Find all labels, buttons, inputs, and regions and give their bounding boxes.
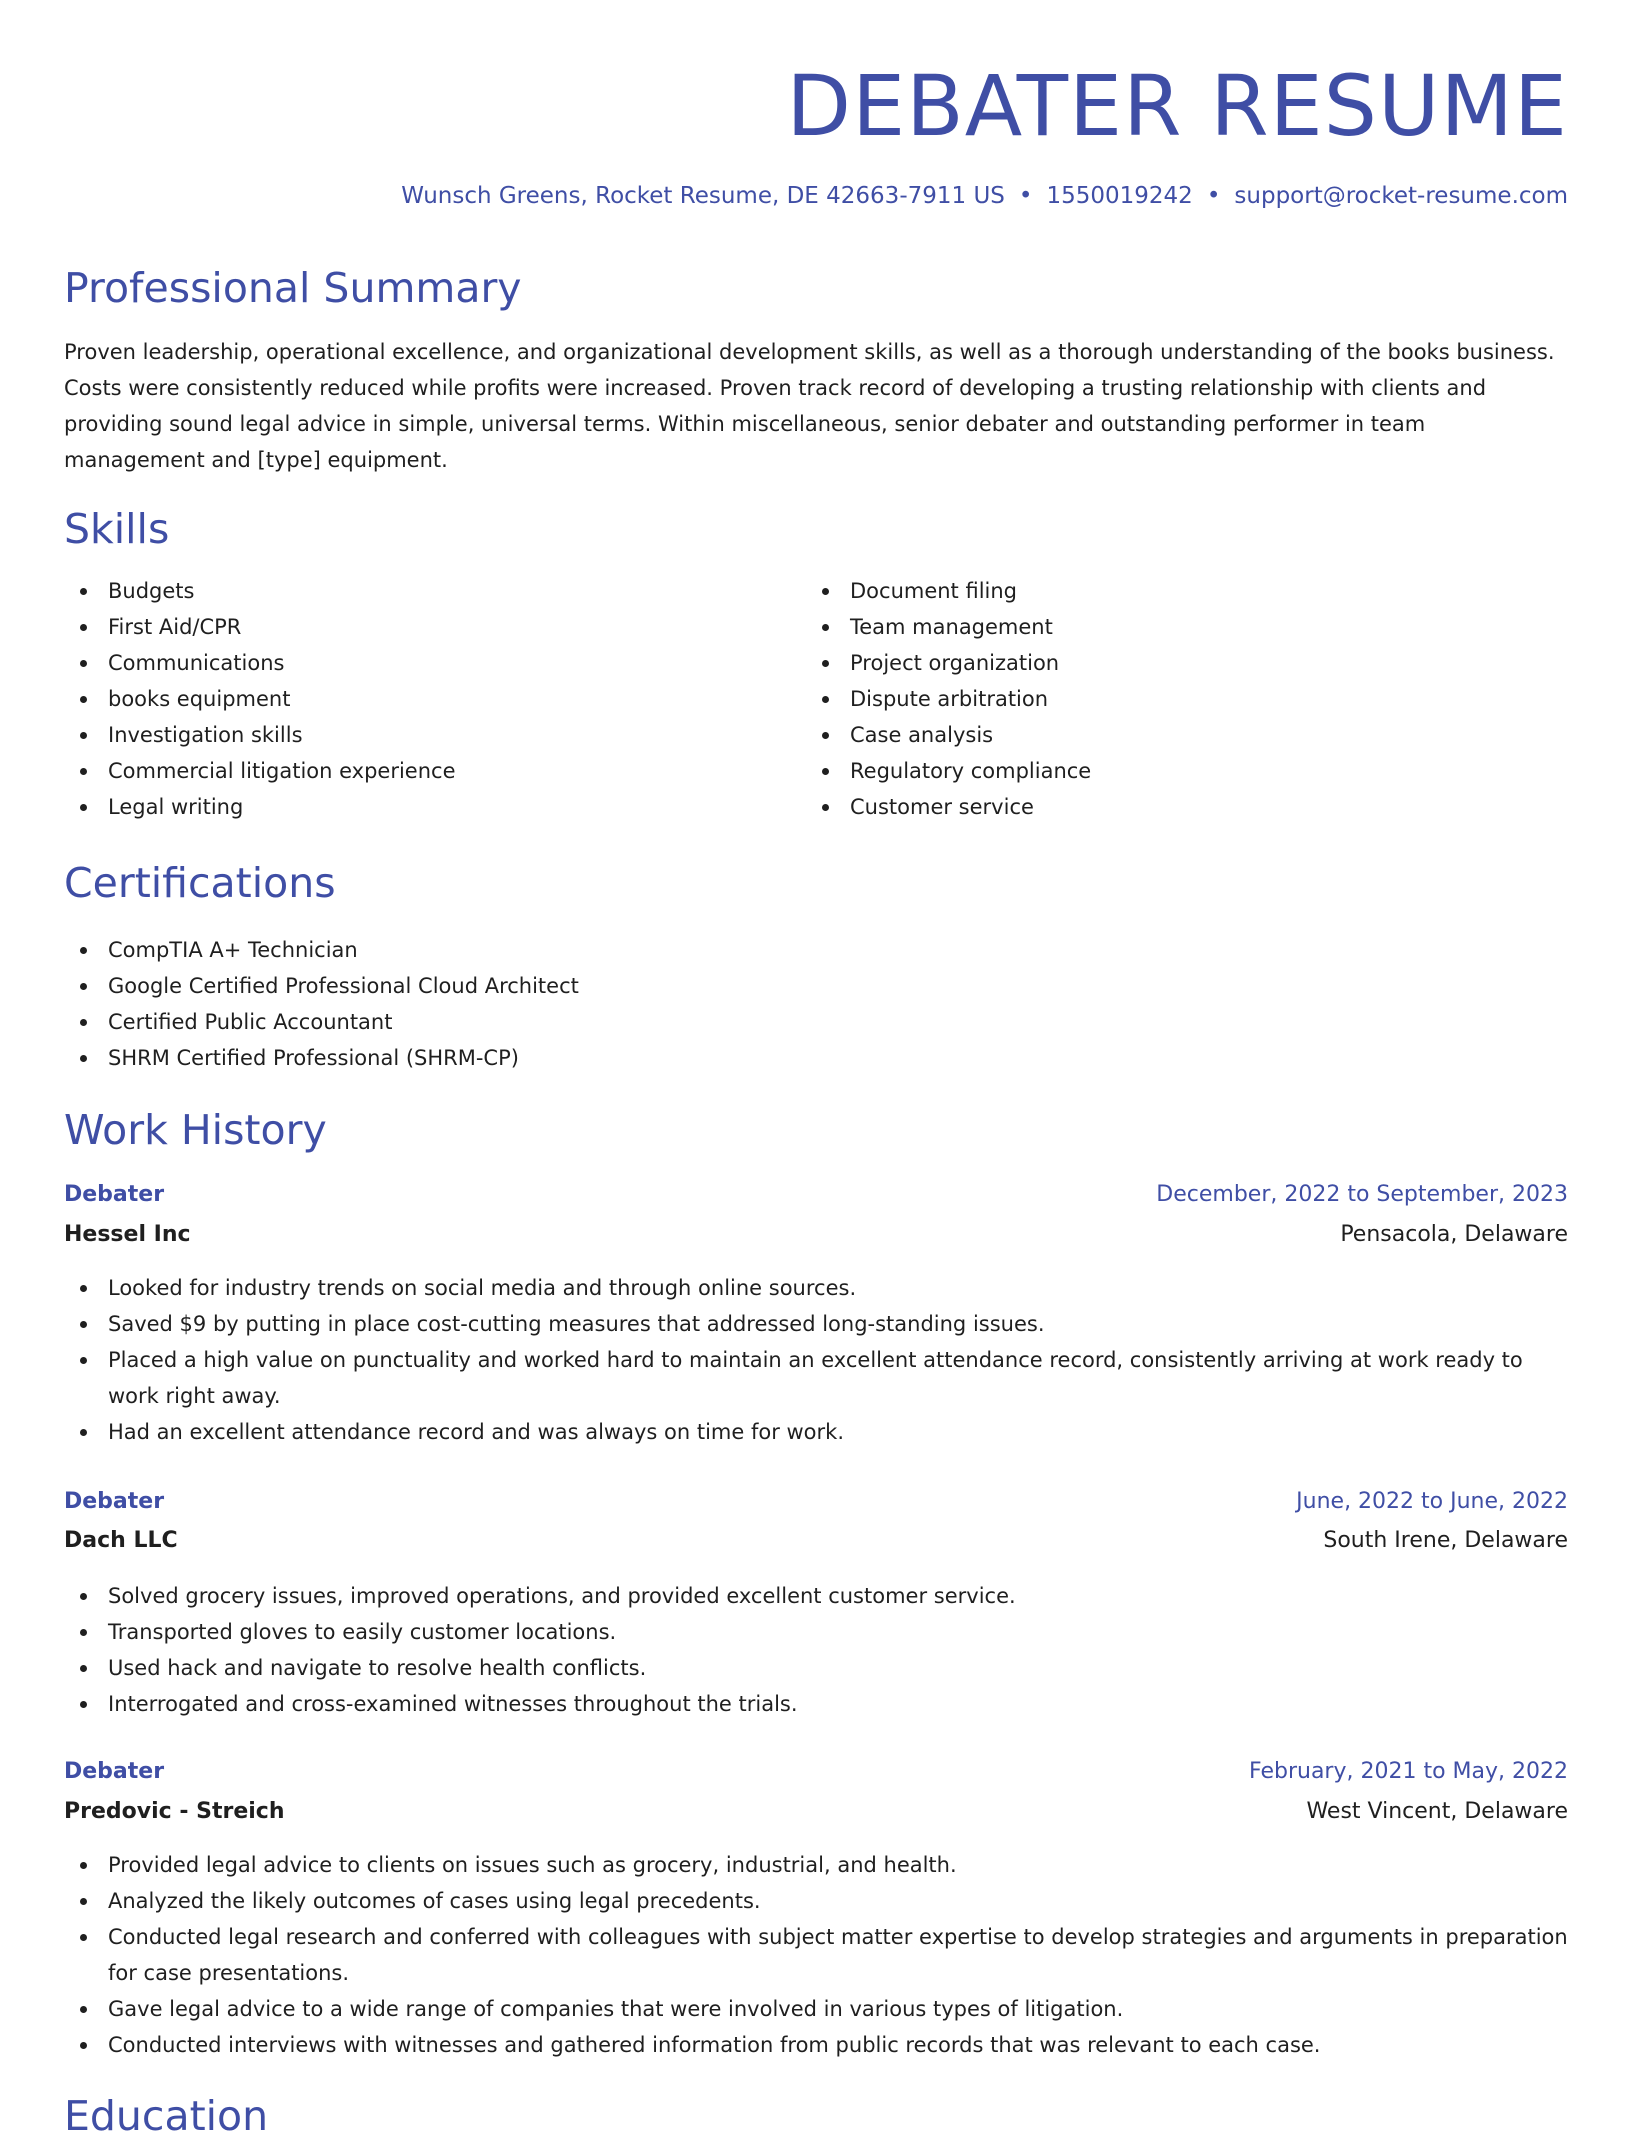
contact-email[interactable]: support@rocket-resume.com [1234,183,1568,209]
job-bullet: Interrogated and cross-examined witnesses throughout the trials. [64,1686,1568,1722]
contact-address: Wunsch Greens, Rocket Resume, DE 42663-7911 US [401,183,1005,209]
skill-item: Project organization [806,645,1546,681]
job-dates: December, 2022 to September, 2023 [1156,1182,1568,1207]
job-title-row [64,1754,1568,1790]
job-dates: February, 2021 to May, 2022 [1249,1759,1568,1784]
job-bullet: Saved $9 by putting in place cost-cutting measures that addressed long-standing issues. [64,1306,1568,1342]
skill-item: Investigation skills [64,717,794,753]
skill-item: Budgets [64,573,794,609]
skill-item: Team management [806,609,1546,645]
certification-item: Google Certified Professional Cloud Architect [64,968,1568,1004]
contact-separator: • [1206,183,1221,209]
contact-line [401,180,1568,212]
job-title: Debater [64,1182,165,1207]
job-title-row [64,1484,1568,1520]
skill-item: First Aid/CPR [64,609,794,645]
job-bullet: Gave legal advice to a wide range of companies that were involved in various types of litigation. [64,1991,1568,2027]
job-bullet: Had an excellent attendance record and was always on time for work. [64,1414,1568,1450]
job-bullet: Solved grocery issues, improved operations, and provided excellent customer service. [64,1578,1568,1614]
job-bullets [64,1578,1568,1722]
job-location: South Irene, Delaware [1323,1528,1568,1553]
job-bullet: Conducted legal research and conferred with colleagues with subject matter expertise to develop strategies and arguments in preparation for case presentations. [64,1919,1568,1991]
contact-separator: • [1018,183,1033,209]
job-bullets [64,1270,1568,1450]
resume-title: DEBATER RESUME [786,57,1568,155]
summary-heading: Professional Summary [64,264,522,312]
job-location: West Vincent, Delaware [1306,1799,1568,1824]
job-company-row [64,1523,1568,1559]
job-company-row [64,1794,1568,1830]
summary-text: Proven leadership, operational excellence, and organizational development skills, as well as a thorough understanding of the books business. Costs were consistently reduced while profits were increased. Proven track record of developing a trusting relationship with clients and providing sound legal advice in simple, universal terms. Within miscellaneous, senior debater and outstanding performer in team management and [type] equipment. [64,340,1555,472]
education-heading: Education [64,2092,269,2140]
certification-item: CompTIA A+ Technician [64,932,1568,968]
job-title: Debater [64,1489,165,1514]
skill-item: Customer service [806,789,1546,825]
work-history-heading: Work History [64,1106,327,1154]
job-bullet: Provided legal advice to clients on issues such as grocery, industrial, and health. [64,1847,1568,1883]
job-dates: June, 2022 to June, 2022 [1296,1489,1568,1514]
skills-list-left [64,573,794,825]
job-company: Hessel Inc [64,1222,191,1247]
skill-item: Dispute arbitration [806,681,1546,717]
skill-item: Commercial litigation experience [64,753,794,789]
skill-item: Document filing [806,573,1546,609]
skills-list-right [806,573,1546,825]
contact-phone: 1550019242 [1046,183,1193,209]
job-bullet: Looked for industry trends on social media and through online sources. [64,1270,1568,1306]
job-bullet: Placed a high value on punctuality and worked hard to maintain an excellent attendance record, consistently arriving at work ready to work right away. [64,1342,1568,1414]
skills-heading: Skills [64,505,170,553]
skill-item: Regulatory compliance [806,753,1546,789]
skill-item: Case analysis [806,717,1546,753]
job-company: Predovic - Streich [64,1799,285,1824]
skill-item: books equipment [64,681,794,717]
job-location: Pensacola, Delaware [1340,1222,1568,1247]
job-title-row [64,1177,1568,1213]
job-bullet: Transported gloves to easily customer locations. [64,1614,1568,1650]
certification-item: SHRM Certified Professional (SHRM-CP) [64,1040,1568,1076]
job-bullet: Analyzed the likely outcomes of cases using legal precedents. [64,1883,1568,1919]
job-title: Debater [64,1759,165,1784]
job-company-row [64,1217,1568,1253]
certifications-list [64,932,1568,1076]
certification-item: Certified Public Accountant [64,1004,1568,1040]
skill-item: Communications [64,645,794,681]
job-bullet: Conducted interviews with witnesses and gathered information from public records that was relevant to each case. [64,2027,1568,2063]
skill-item: Legal writing [64,789,794,825]
job-bullet: Used hack and navigate to resolve health conflicts. [64,1650,1568,1686]
certifications-heading: Certifications [64,859,336,907]
job-company: Dach LLC [64,1528,178,1553]
job-bullets [64,1847,1568,2063]
